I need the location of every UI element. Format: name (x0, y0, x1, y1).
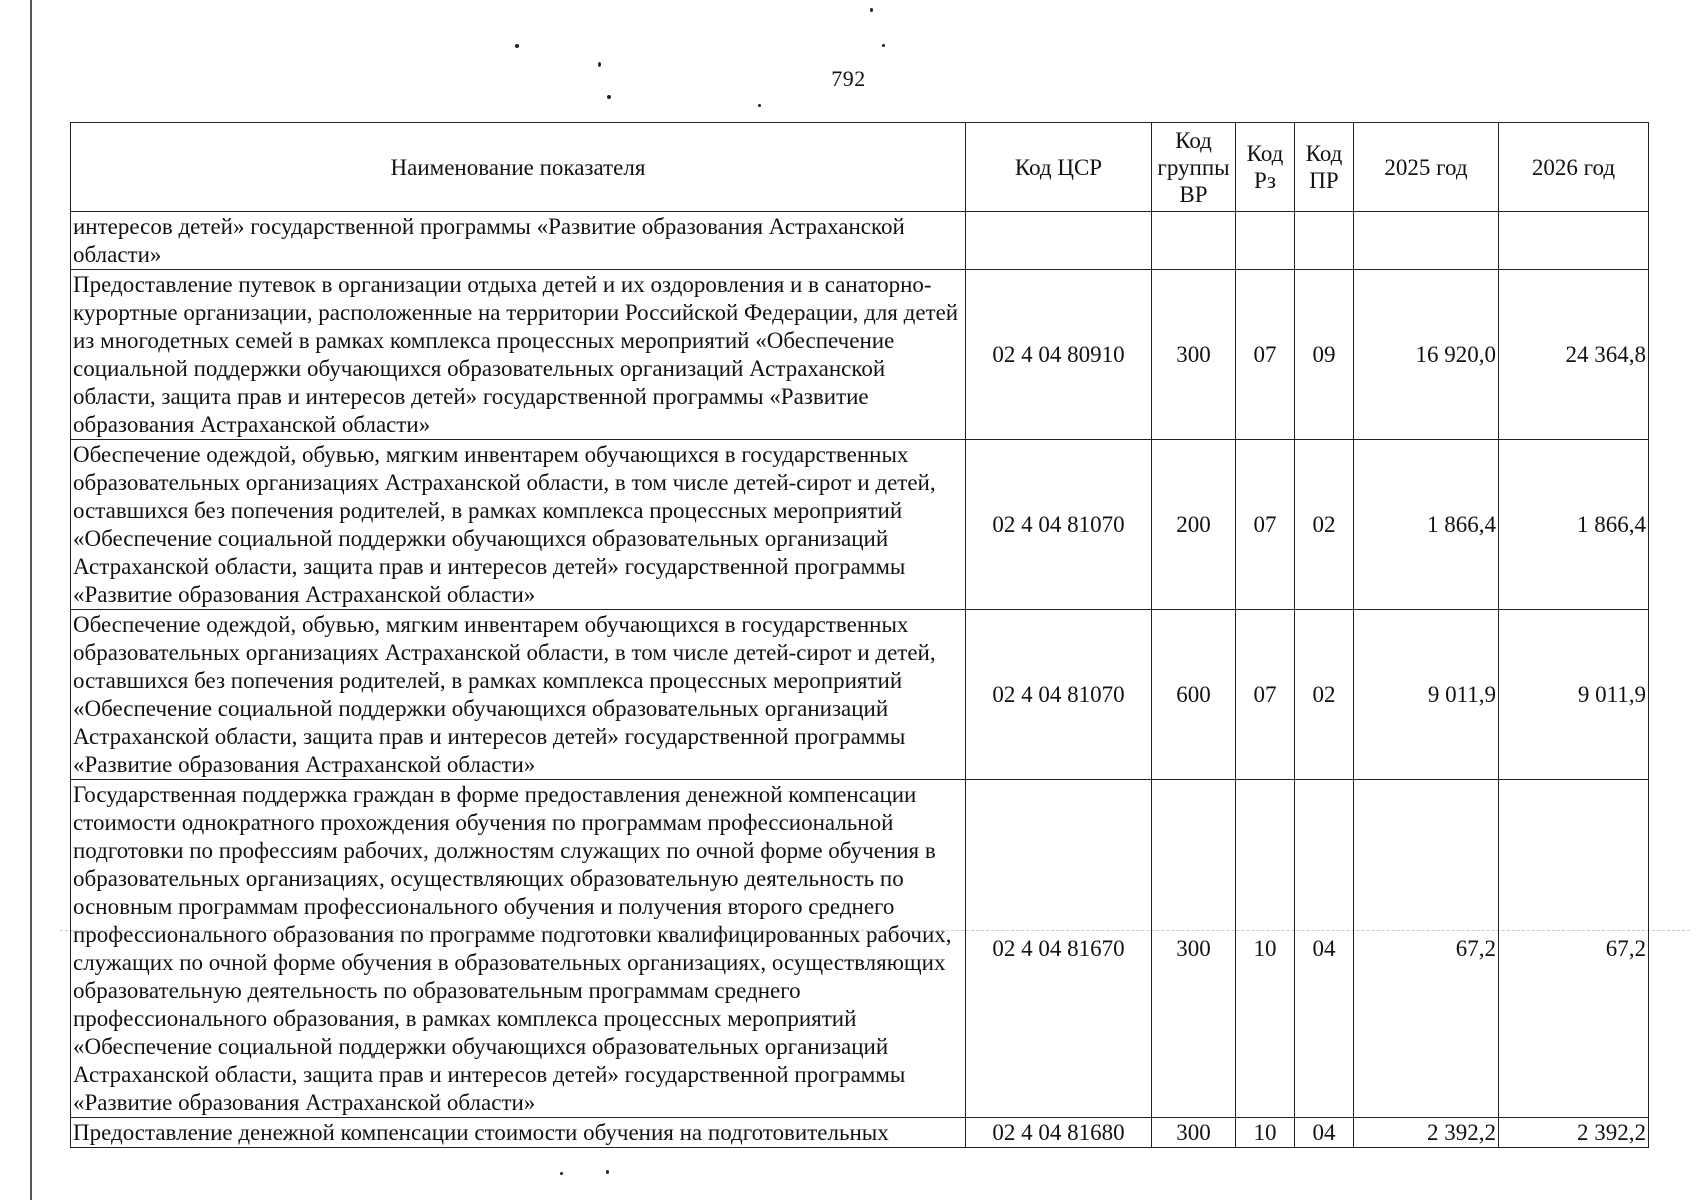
row-pr-code: 02 (1295, 610, 1354, 780)
row-amount-2026: 9 011,9 (1499, 610, 1649, 780)
header-vr-group-code: Код группы ВР (1152, 123, 1236, 212)
scan-speck (606, 1170, 609, 1174)
row-rz-code: 07 (1236, 610, 1295, 780)
row-vr-code: 300 (1152, 270, 1236, 440)
table-row (71, 1118, 1649, 1148)
row-csr-code: 02 4 04 81680 (966, 1118, 1152, 1148)
row-pr-code: 02 (1295, 440, 1354, 610)
scan-margin-line (30, 0, 32, 1200)
row-amount-2025: 2 392,2 (1354, 1118, 1499, 1148)
row-csr-code: 02 4 04 81070 (966, 440, 1152, 610)
row-indicator-name: Обеспечение одеждой, обувью, мягким инвентарем обучающихся в государственных образовательных организациях Астраханской области, в том числе детей-сирот и детей, оставшихся без попечения родителей, в рамках комплекса процессных мероприятий «Обеспечение социальной поддержки обучающихся образовательных организаций Астраханской области, защита прав и интересов детей» государственной программы «Развитие образования Астраханской области» (71, 610, 966, 780)
scan-speck (758, 104, 761, 107)
row-indicator-name: Государственная поддержка граждан в форме предоставления денежной компенсации стоимости однократного прохождения обучения по программам профессиональной подготовки по профессиям рабочих, должностям служащих по очной форме обучения в образовательных организациях, осуществляющих образовательную деятельность по основным программам профессионального обучения и получения второго среднего профессионального образования по программе подготовки квалифицированных рабочих, служащих по очной форме обучения в образовательных организациях, осуществляющих образовательную деятельность по образовательным программам среднего профессионального образования, в рамках комплекса процессных мероприятий «Обеспечение социальной поддержки обучающихся образовательных организаций Астраханской области, защита прав и интересов детей» государственной программы «Развитие образования Астраханской области» (71, 780, 966, 1118)
row-rz-code: 07 (1236, 270, 1295, 440)
row-pr-code (1295, 212, 1354, 270)
row-pr-code: 09 (1295, 270, 1354, 440)
header-year-2026: 2026 год (1499, 123, 1649, 212)
scan-speck (607, 95, 611, 99)
row-amount-2026 (1499, 212, 1649, 270)
scan-speck (882, 44, 885, 47)
scan-speck (515, 44, 519, 48)
scan-speck (560, 1172, 563, 1175)
header-rz-code: Код Рз (1236, 123, 1295, 212)
row-vr-code: 300 (1152, 780, 1236, 1118)
table-header-row (71, 123, 1649, 212)
row-pr-code: 04 (1295, 1118, 1354, 1148)
row-csr-code: 02 4 04 80910 (966, 270, 1152, 440)
row-amount-2026: 2 392,2 (1499, 1118, 1649, 1148)
row-pr-code: 04 (1295, 780, 1354, 1118)
page-number: 792 (831, 66, 866, 91)
row-amount-2026: 1 866,4 (1499, 440, 1649, 610)
row-rz-code: 07 (1236, 440, 1295, 610)
row-rz-code: 10 (1236, 1118, 1295, 1148)
table-row (71, 780, 1649, 1118)
row-vr-code: 600 (1152, 610, 1236, 780)
table-row (71, 440, 1649, 610)
row-vr-code: 300 (1152, 1118, 1236, 1148)
header-year-2025: 2025 год (1354, 123, 1499, 212)
row-vr-code: 200 (1152, 440, 1236, 610)
row-indicator-name: Обеспечение одеждой, обувью, мягким инвентарем обучающихся в государственных образовательных организациях Астраханской области, в том числе детей-сирот и детей, оставшихся без попечения родителей, в рамках комплекса процессных мероприятий «Обеспечение социальной поддержки обучающихся образовательных организаций Астраханской области, защита прав и интересов детей» государственной программы «Развитие образования Астраханской области» (71, 440, 966, 610)
scan-speck (870, 8, 873, 12)
row-amount-2025 (1354, 212, 1499, 270)
budget-allocation-table (70, 122, 1649, 1148)
header-pr-code: Код ПР (1295, 123, 1354, 212)
table-row (71, 270, 1649, 440)
row-indicator-name: интересов детей» государственной программы «Развитие образования Астраханской области» (71, 212, 966, 270)
row-amount-2025: 1 866,4 (1354, 440, 1499, 610)
row-amount-2026: 24 364,8 (1499, 270, 1649, 440)
row-amount-2025: 16 920,0 (1354, 270, 1499, 440)
row-csr-code: 02 4 04 81070 (966, 610, 1152, 780)
row-indicator-name: Предоставление денежной компенсации стоимости обучения на подготовительных (71, 1118, 966, 1148)
row-amount-2025: 9 011,9 (1354, 610, 1499, 780)
row-csr-code (966, 212, 1152, 270)
table-row (71, 610, 1649, 780)
row-amount-2025: 67,2 (1354, 780, 1499, 1118)
row-rz-code (1236, 212, 1295, 270)
row-vr-code (1152, 212, 1236, 270)
table-row (71, 212, 1649, 270)
header-csr-code: Код ЦСР (966, 123, 1152, 212)
row-rz-code: 10 (1236, 780, 1295, 1118)
row-csr-code: 02 4 04 81670 (966, 780, 1152, 1118)
row-indicator-name: Предоставление путевок в организации отдыха детей и их оздоровления и в санаторно-курортные организации, расположенные на территории Российской Федерации, для детей из многодетных семей в рамках комплекса процессных мероприятий «Обеспечение социальной поддержки обучающихся образовательных организаций Астраханской области, защита прав и интересов детей» государственной программы «Развитие образования Астраханской области» (71, 270, 966, 440)
header-indicator-name: Наименование показателя (71, 123, 966, 212)
row-amount-2026: 67,2 (1499, 780, 1649, 1118)
